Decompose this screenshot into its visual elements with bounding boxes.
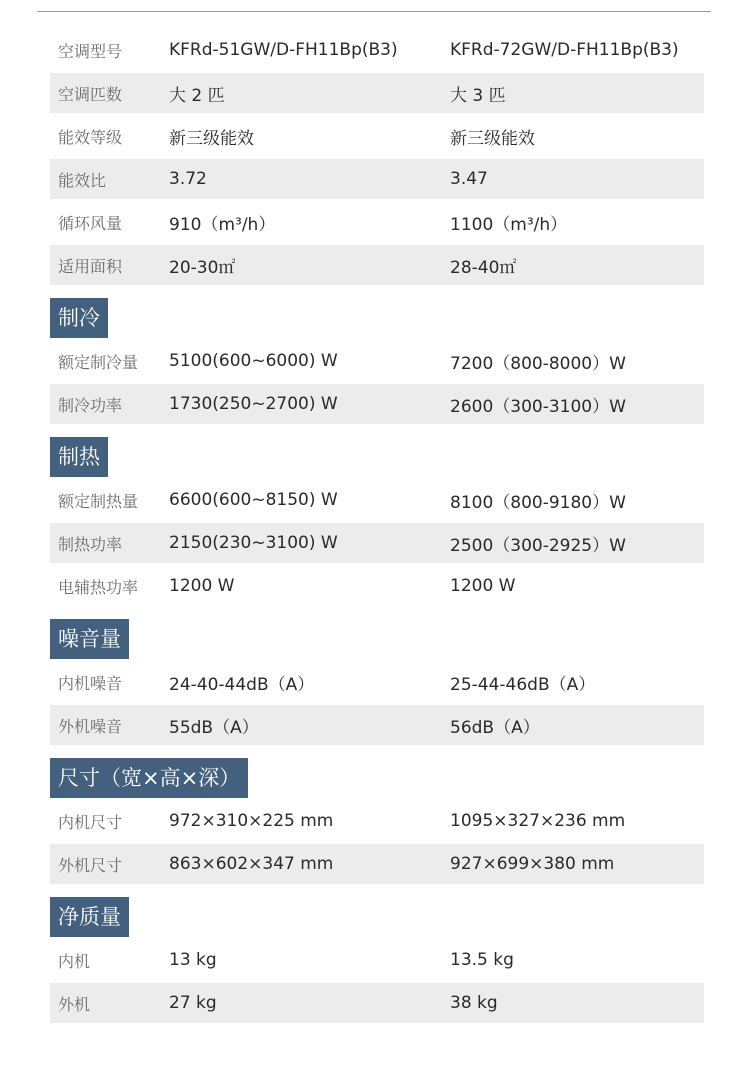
spec-row-eer — [50, 159, 704, 199]
spec-value: 8100（800-9180）W — [450, 492, 626, 513]
spec-value: 6600(600~8150) W — [169, 490, 338, 510]
spec-value: 13.5 kg — [450, 950, 514, 970]
spec-row-cooling-capacity — [50, 341, 704, 381]
spec-label: 制冷功率 — [58, 395, 123, 415]
spec-row-outdoor-size — [50, 844, 704, 884]
spec-label: 能效比 — [58, 170, 107, 190]
spec-label: 能效等级 — [58, 127, 123, 147]
section-header-noise: 噪音量 — [50, 619, 129, 659]
spec-row-cooling-power — [50, 384, 704, 424]
spec-value: 3.47 — [450, 169, 488, 189]
spec-row-area — [50, 245, 704, 285]
spec-label: 空调匹数 — [58, 84, 123, 104]
spec-row-heating-power — [50, 523, 704, 563]
spec-label: 循环风量 — [58, 213, 123, 233]
spec-value: 28-40㎡ — [450, 257, 517, 278]
spec-row-energy-grade — [50, 116, 704, 156]
spec-label: 空调型号 — [58, 41, 123, 61]
spec-label: 内机尺寸 — [58, 812, 123, 832]
spec-value: 25-44-46dB（A） — [450, 674, 596, 695]
spec-row-airflow — [50, 202, 704, 242]
spec-value: 大 3 匹 — [450, 85, 506, 106]
section-header-dimensions: 尺寸（宽×高×深） — [50, 758, 248, 798]
spec-row-model — [50, 30, 704, 70]
spec-value: 56dB（A） — [450, 717, 540, 738]
spec-value-model-1: KFRd-51GW/D-FH11Bp(B3) — [169, 40, 398, 60]
top-divider — [37, 11, 711, 12]
section-header-heating: 制热 — [50, 437, 108, 477]
spec-value: 1200 W — [450, 576, 516, 596]
spec-row-horsepower — [50, 73, 704, 113]
spec-value: 2600（300-3100）W — [450, 396, 626, 417]
spec-value: 55dB（A） — [169, 717, 259, 738]
spec-label: 外机噪音 — [58, 716, 123, 736]
spec-value: 新三级能效 — [169, 128, 254, 149]
spec-value: 38 kg — [450, 993, 498, 1013]
spec-row-outdoor-weight — [50, 983, 704, 1023]
section-header-cooling: 制冷 — [50, 298, 108, 338]
spec-label: 适用面积 — [58, 256, 123, 276]
spec-label: 电辅热功率 — [58, 577, 139, 597]
spec-value: 2150(230~3100) W — [169, 533, 338, 553]
spec-row-indoor-weight — [50, 940, 704, 980]
spec-row-indoor-noise — [50, 662, 704, 702]
spec-value: 13 kg — [169, 950, 217, 970]
spec-label: 制热功率 — [58, 534, 123, 554]
spec-value: 7200（800-8000）W — [450, 353, 626, 374]
spec-value: 5100(600~6000) W — [169, 351, 338, 371]
spec-value-model-2: KFRd-72GW/D-FH11Bp(B3) — [450, 40, 679, 60]
spec-value: 1730(250~2700) W — [169, 394, 338, 414]
spec-sheet — [50, 30, 704, 1026]
spec-value: 3.72 — [169, 169, 207, 189]
spec-value: 910（m³/h） — [169, 214, 276, 235]
spec-row-indoor-size — [50, 801, 704, 841]
spec-row-outdoor-noise — [50, 705, 704, 745]
spec-row-heating-capacity — [50, 480, 704, 520]
spec-label: 外机 — [58, 994, 91, 1014]
spec-value: 1095×327×236 mm — [450, 811, 626, 831]
spec-row-aux-heating — [50, 566, 704, 606]
spec-label: 额定制冷量 — [58, 352, 139, 372]
spec-value: 1200 W — [169, 576, 235, 596]
spec-label: 外机尺寸 — [58, 855, 123, 875]
spec-label: 内机噪音 — [58, 673, 123, 693]
spec-value: 大 2 匹 — [169, 85, 225, 106]
spec-label: 内机 — [58, 951, 91, 971]
spec-value: 27 kg — [169, 993, 217, 1013]
spec-value: 24-40-44dB（A） — [169, 674, 315, 695]
spec-value: 927×699×380 mm — [450, 854, 615, 874]
spec-value: 新三级能效 — [450, 128, 535, 149]
spec-value: 863×602×347 mm — [169, 854, 334, 874]
spec-value: 2500（300-2925）W — [450, 535, 626, 556]
spec-label: 额定制热量 — [58, 491, 139, 511]
spec-value: 1100（m³/h） — [450, 214, 568, 235]
spec-value: 972×310×225 mm — [169, 811, 334, 831]
spec-value: 20-30㎡ — [169, 257, 236, 278]
section-header-weight: 净质量 — [50, 897, 129, 937]
